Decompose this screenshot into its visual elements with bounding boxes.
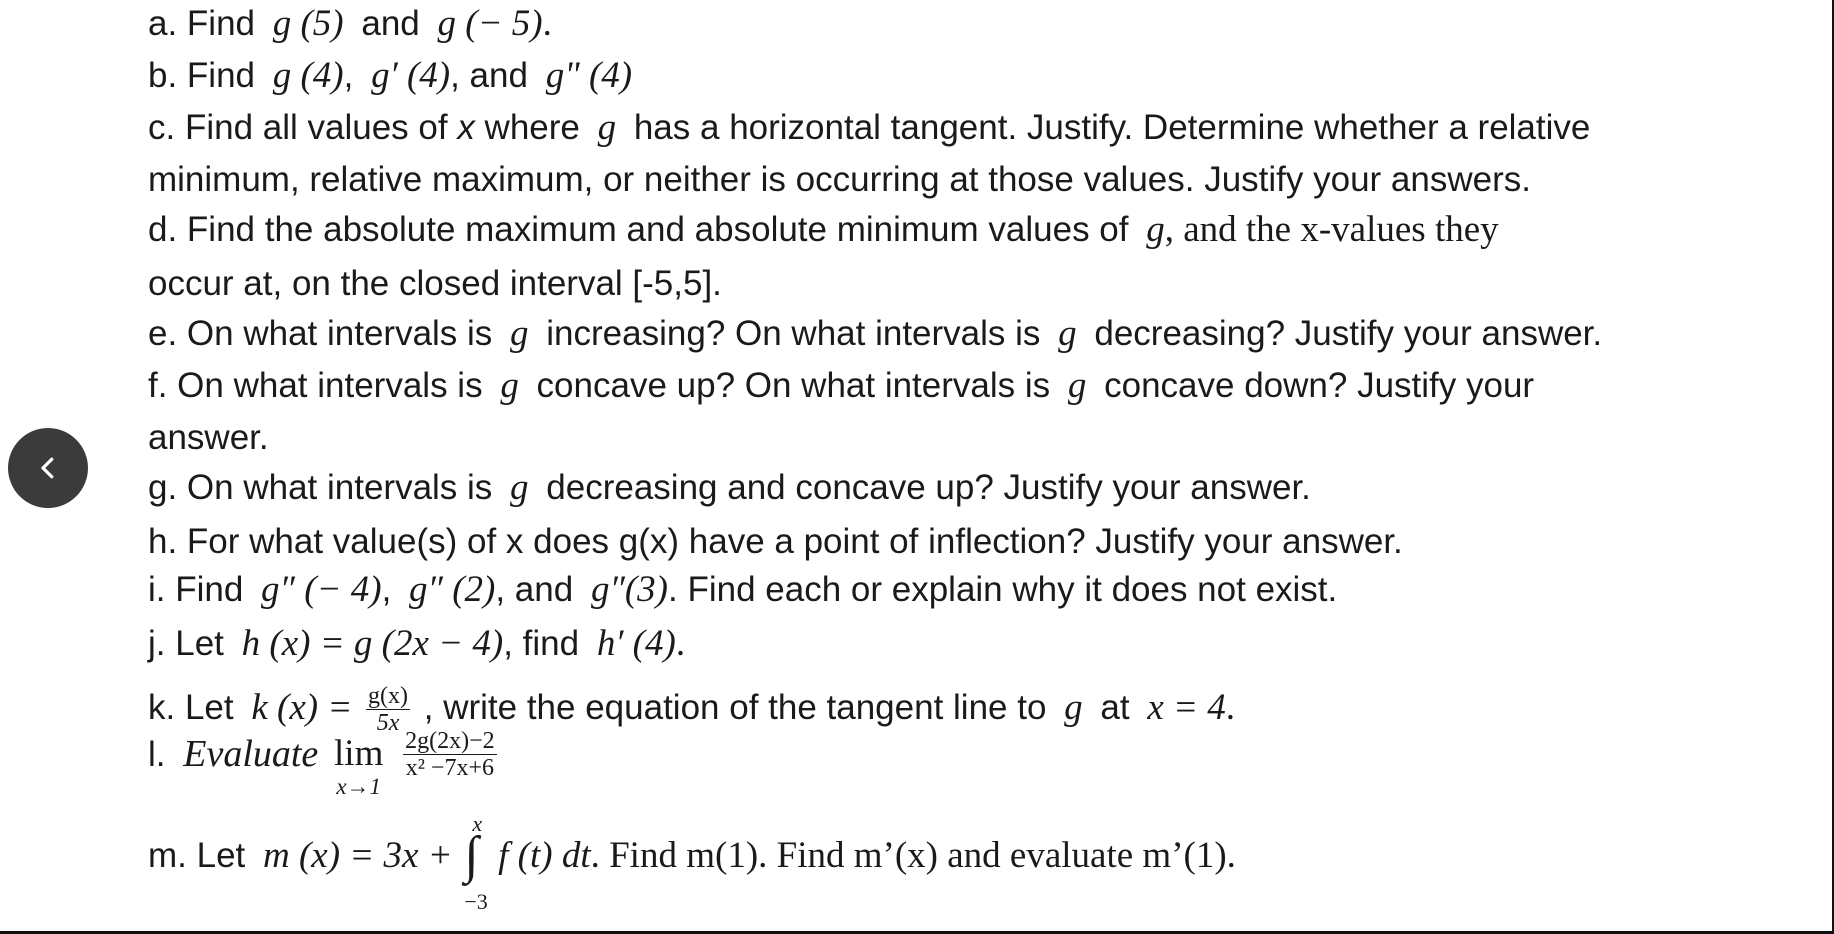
question-c-line2: minimum, relative maximum, or neither is occurring at those values. Justify your answers. <box>148 160 1531 199</box>
question-d-line1: d. Find the absolute maximum and absolute minimum values of g, and the x-values they <box>148 209 1499 250</box>
question-f-line1: f. On what intervals is g concave up? On what intervals is g concave down? Justify your <box>148 365 1535 406</box>
back-button[interactable] <box>8 428 88 508</box>
question-e: e. On what intervals is g increasing? On what intervals is g decreasing? Justify your answer. <box>148 313 1603 354</box>
question-i: i. Find g″ (− 4), g″ (2), and g″(3). Find each or explain why it does not exist. <box>148 569 1338 610</box>
question-g: g. On what intervals is g decreasing and concave up? Justify your answer. <box>148 467 1311 508</box>
question-j: j. Let h (x) = g (2x − 4), find h′ (4). <box>148 623 686 664</box>
question-c-line1: c. Find all values of x where g has a horizontal tangent. Justify. Determine whether a relative <box>148 107 1591 148</box>
question-a: a. Find g (5) and g (− 5). <box>148 3 552 44</box>
integral-sign: ∫ x −3 <box>464 811 488 914</box>
limit-operator: lim x→1 <box>334 733 384 799</box>
question-l: l. Evaluate lim x→1 $\frac{2g(2x)-2}{\text{x² −7x+6}}$ <box>148 728 495 799</box>
question-m: m. Let m (x) = 3x + ∫ x −3 f (t) dt. Find m(1). Find m’(x) and evaluate m’(1). <box>148 811 1236 914</box>
fraction-limit: $\frac{2g(2x)-2}{\text{x² −7x+6}}$ <box>405 728 495 781</box>
question-f-line2: answer. <box>148 418 269 457</box>
question-h: h. For what value(s) of x does g(x) have a point of inflection? Justify your answer. <box>148 522 1403 561</box>
chevron-left-icon <box>33 453 63 483</box>
question-d-line2: occur at, on the closed interval [-5,5]. <box>148 264 722 303</box>
fraction-g-over-5x: $\frac{g(x)}{5x}$ <box>368 683 409 737</box>
question-k: k. Let k (x) = $\frac{g(x)}{5x}$ , write the equation of the tangent line to g at x = 4. <box>148 683 1235 737</box>
question-b: b. Find g (4), g′ (4), and g" (4) <box>148 55 633 96</box>
